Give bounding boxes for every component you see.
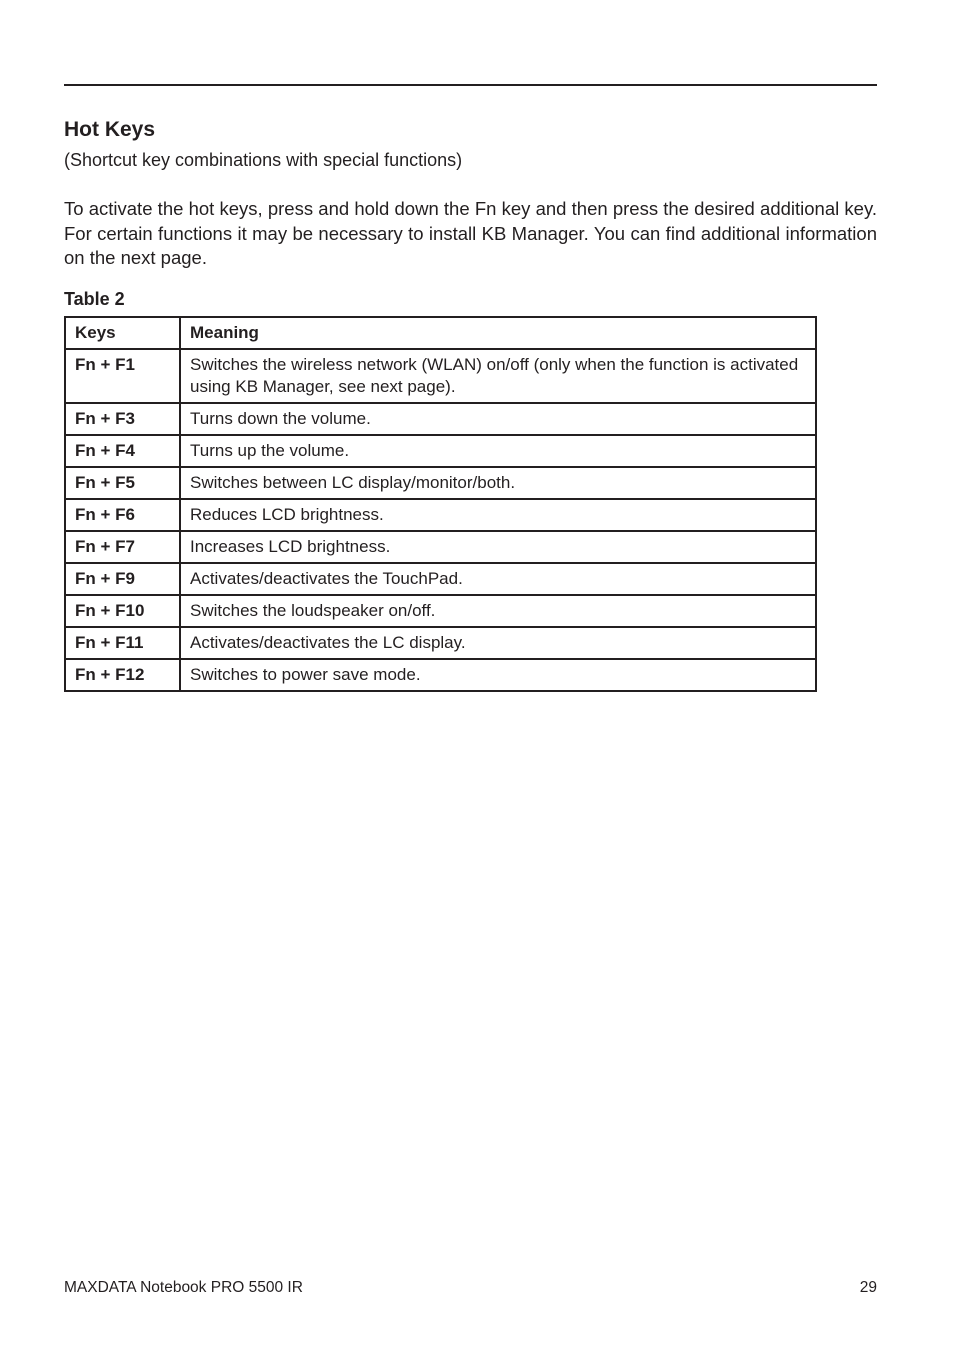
key-cell: Fn + F1 [65, 349, 180, 403]
table-row [65, 403, 816, 435]
top-rule [64, 84, 877, 86]
key-cell: Fn + F7 [65, 531, 180, 563]
section-subtitle: (Shortcut key combinations with special functions) [64, 150, 463, 170]
key-cell: Fn + F11 [65, 627, 180, 659]
meaning-cell: Switches the loudspeaker on/off. [180, 595, 816, 627]
meaning-cell: Switches the wireless network (WLAN) on/off (only when the function is activated using KB Manager, see next page). [180, 349, 816, 403]
table-caption: Table 2 [64, 289, 125, 309]
table-row [65, 435, 816, 467]
column-header-keys: Keys [65, 317, 180, 349]
key-cell: Fn + F12 [65, 659, 180, 691]
key-cell: Fn + F5 [65, 467, 180, 499]
meaning-cell: Increases LCD brightness. [180, 531, 816, 563]
meaning-cell: Turns up the volume. [180, 435, 816, 467]
footer-page-number: 29 [859, 1279, 877, 1296]
meaning-cell: Reduces LCD brightness. [180, 499, 816, 531]
column-header-meaning: Meaning [180, 317, 816, 349]
key-cell: Fn + F3 [65, 403, 180, 435]
footer-product-name: MAXDATA Notebook PRO 5500 IR [64, 1279, 303, 1296]
table-row [65, 563, 816, 595]
key-cell: Fn + F6 [65, 499, 180, 531]
section-title: Hot Keys [64, 118, 156, 141]
table-row [65, 499, 816, 531]
meaning-cell: Activates/deactivates the TouchPad. [180, 563, 816, 595]
meaning-cell: Switches to power save mode. [180, 659, 816, 691]
key-cell: Fn + F9 [65, 563, 180, 595]
table-row [65, 627, 816, 659]
table-row [65, 467, 816, 499]
key-cell: Fn + F4 [65, 435, 180, 467]
table-row [65, 659, 816, 691]
meaning-cell: Activates/deactivates the LC display. [180, 627, 816, 659]
meaning-cell: Turns down the volume. [180, 403, 816, 435]
table-row [65, 595, 816, 627]
table-header-row [65, 317, 816, 349]
table-row [65, 531, 816, 563]
table-row [65, 349, 816, 403]
key-cell: Fn + F10 [65, 595, 180, 627]
meaning-cell: Switches between LC display/monitor/both. [180, 467, 816, 499]
intro-paragraph: To activate the hot keys, press and hold down the Fn key and then press the desired additional key. For certain functions it may be necessary to install KB Manager. You can find additional information on the next page. [64, 198, 877, 268]
hotkeys-table [64, 316, 817, 692]
